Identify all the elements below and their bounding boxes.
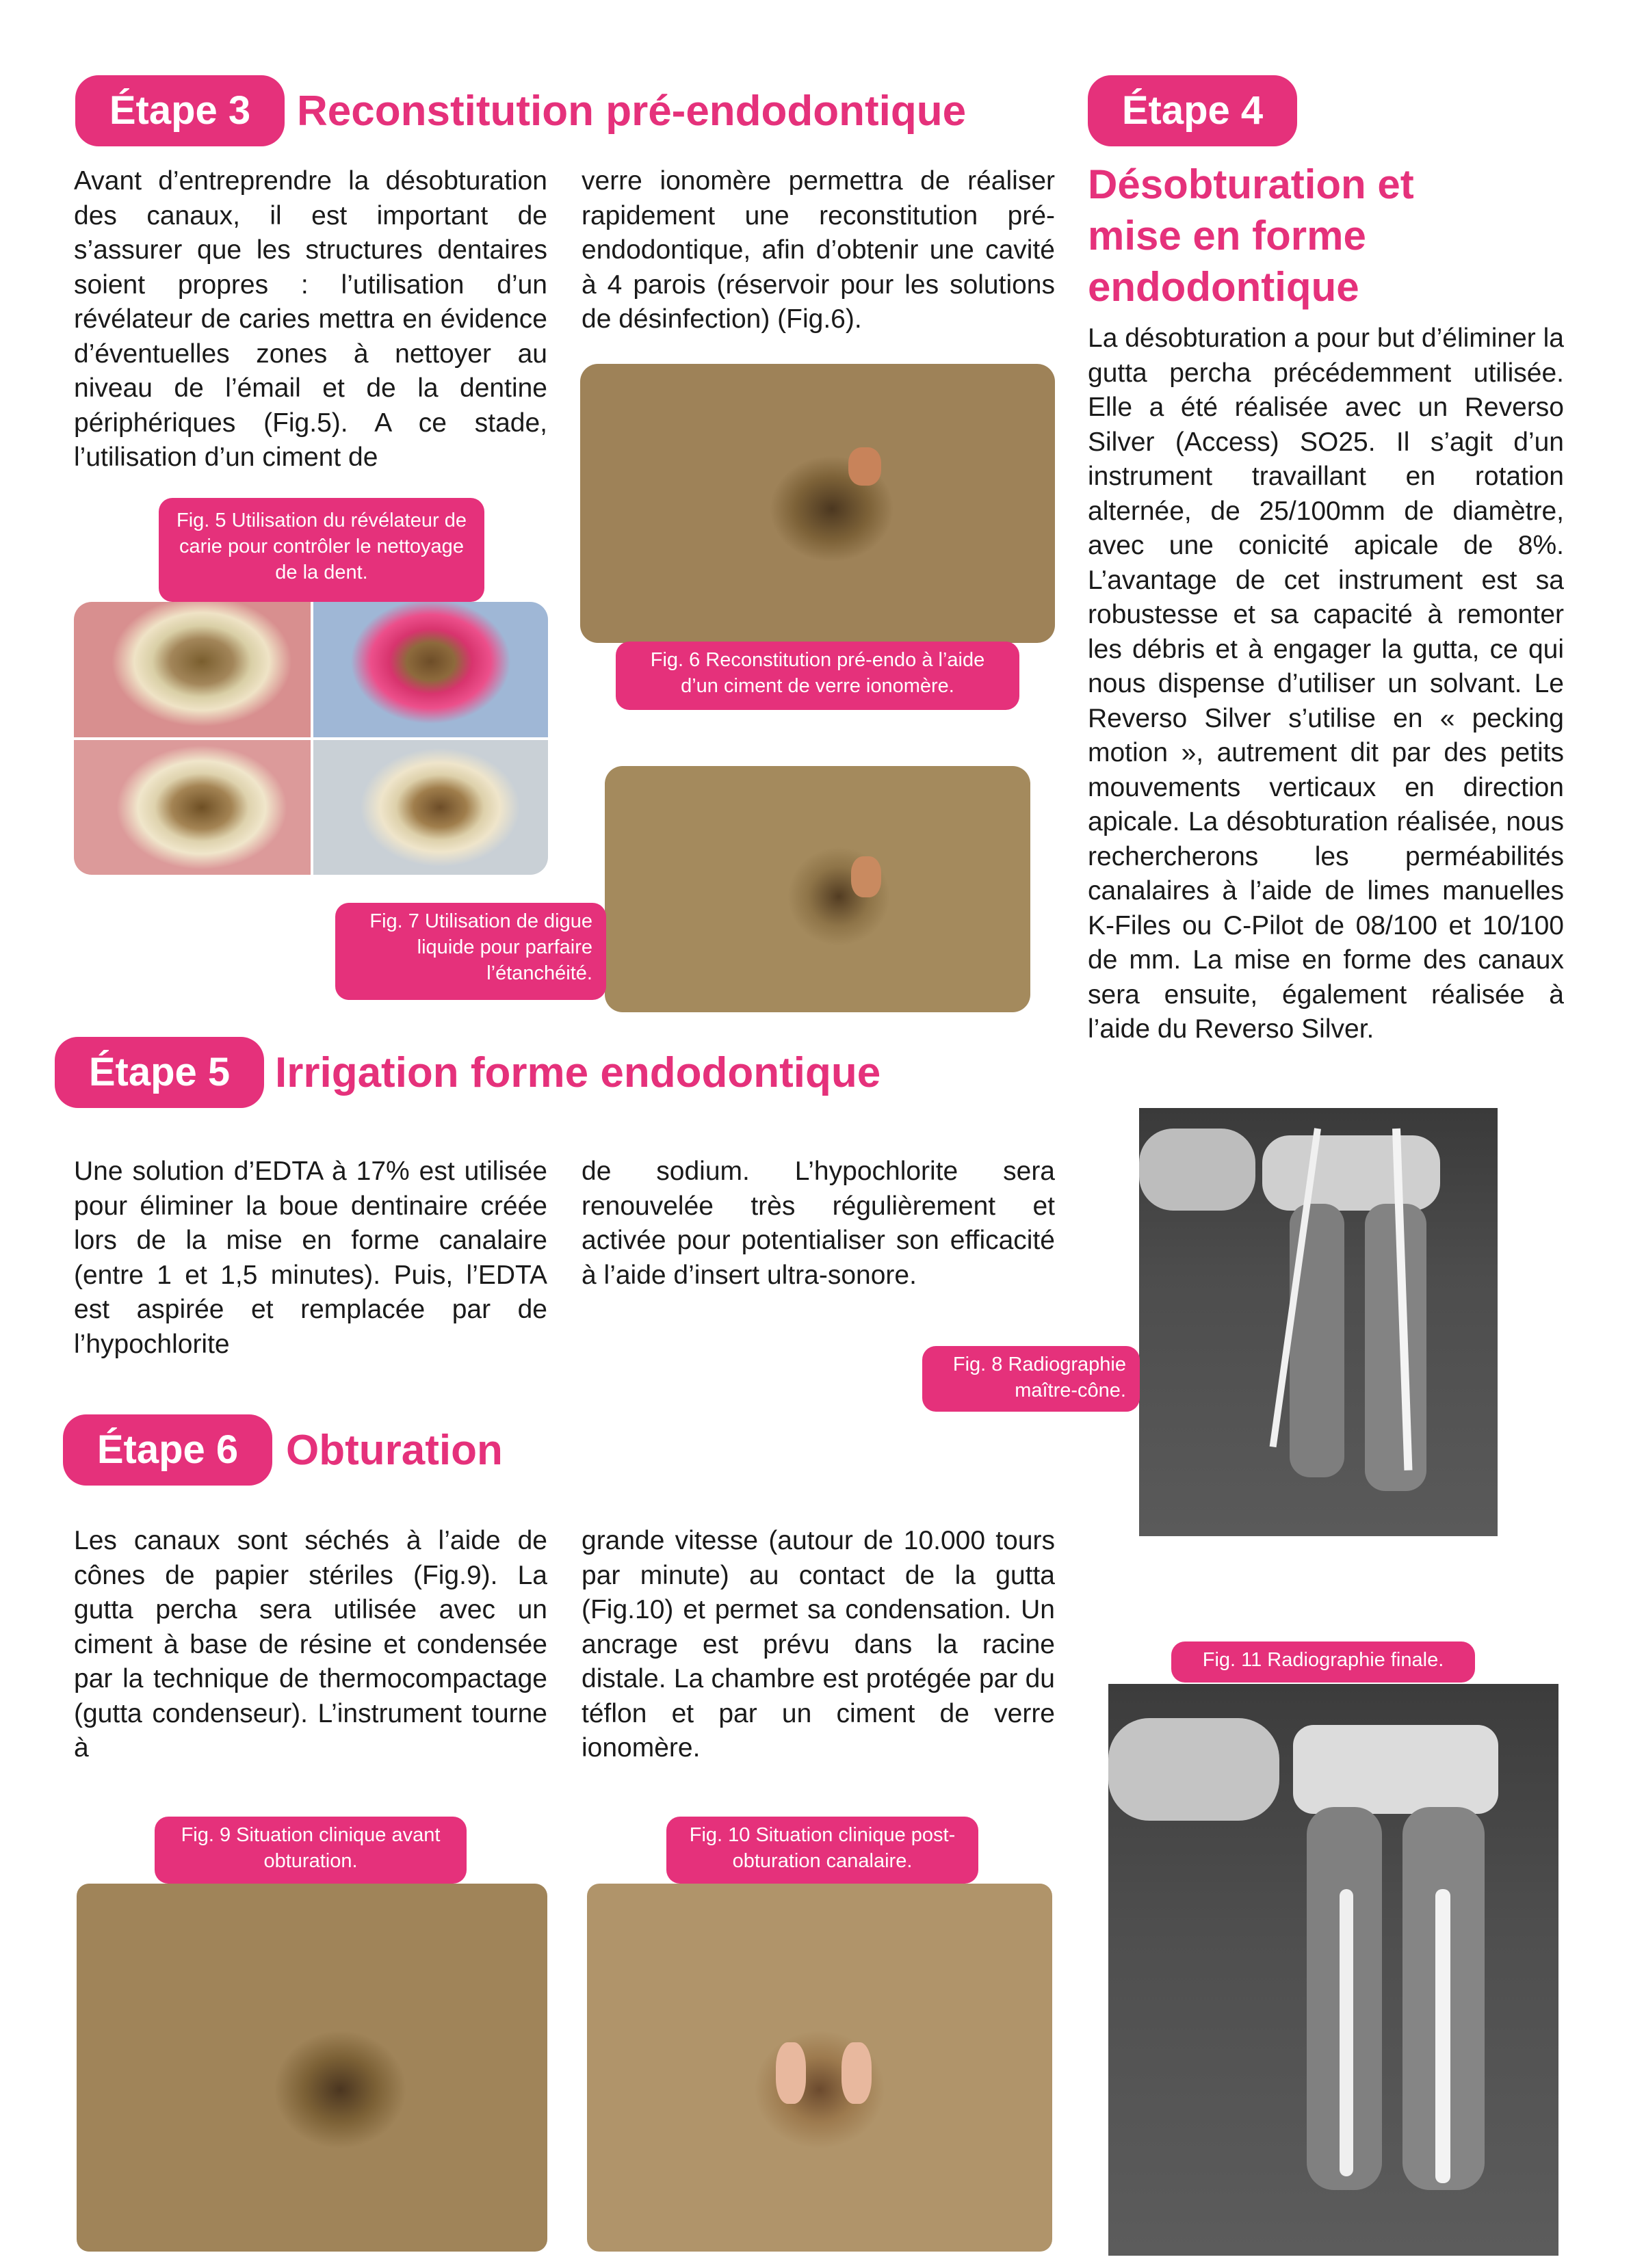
fig7-copper-fill [851,856,881,897]
step5-col1: Une solution d’EDTA à 17% est utilisée pour éliminer la boue dentinaire créée lors de la mise en forme canalaire (entre 1 et 1,5 minutes). Puis, l’EDTA est aspirée et remplacée par de l’hypochlorite [74,1157,547,1359]
fig7-caption: Fig. 7 Utilisation de digue liquide pour parfaire l’étanchéité. [335,903,606,1000]
fig11-filling-2 [1435,1889,1450,2183]
fig8-caption: Fig. 8 Radiographie maître-cône. [922,1346,1140,1412]
fig5-caption: Fig. 5 Utilisation du révélateur de carie pour contrôler le nettoyage de la dent. [159,498,484,602]
step4-text: La désobturation a pour but d’éliminer la gutta percha précédemment utilisée. Elle a été réalisée avec un Reverso Silver (Access) SO25. Il s’agit d’un instrument travaillant en rotation alternée, de 25/100mm de diamètre, avec une conicité apicale de 8%. L’avantage de cet instrument est sa robustesse et sa capacité à remonter les débris et à engager la gutta, ce qui nous dispense d’utiliser un solvant. Le Reverso Silver s’utilise en « pecking motion », autrement dit par des petits mouvements verticaux en direction apicale. La désobturation réalisée, nous rechercherons les perméabilités canalaires à l’aide de limes manuelles K-Files ou C-Pilot de 08/100 et 10/100 de mm. La mise en forme des canaux sera ensuite, également réalisée à l’aide du Reverso Silver. [1088,324,1564,1044]
step6-col1: Les canaux sont séchés à l’aide de cônes de papier stériles (Fig.9). La gutta percha sera utilisée avec un ciment à base de résine et condensée par la technique de thermocompactage (gutta condenseur). L’instrument tourne à [74,1526,547,1763]
step3-title: Reconstitution pré-endodontique [297,88,967,135]
step6-col2: grande vitesse (autour de 10.000 tours par minute) au contact de la gutta (Fig.10) et permet sa condensation. Un ancrage est prévu dans la racine distale. La chambre est protégée par du téflon et par un ciment de verre ionomère. [582,1526,1055,1763]
fig8-neighbor-crown [1139,1129,1255,1211]
step6-badge: Étape 6 [63,1414,272,1486]
fig11-neighbor-crown [1108,1718,1279,1821]
fig11-filling-1 [1340,1889,1353,2176]
step4-title: Désobturation et mise en forme endodontique [1088,161,1414,310]
fig8-crown [1262,1135,1440,1211]
step5-title: Irrigation forme endodontique [275,1049,881,1096]
step3-col1: Avant d’entreprendre la désobturation des canaux, il est important de s’assurer que les structures dentaires soient propres : l’utilisation d’un révélateur de caries mettra en évidence d’éventuelles zones à nettoyer au niveau de l’émail et de la dentine périphériques (Fig.5). A ce stade, l’utilisation d’un ciment de [74,166,547,472]
fig5-photo-grid [74,602,548,875]
fig5-panel-4 [313,740,548,875]
step4-badge: Étape 4 [1088,75,1297,146]
fig5-panel-1 [74,602,311,737]
fig11-restoration [1293,1725,1498,1814]
fig9-photo [77,1884,547,2252]
fig10-gutta-right [841,2042,872,2104]
step6-title: Obturation [286,1427,503,1474]
step5-col2: de sodium. L’hypochlorite sera renouvelée très régulièrement et activée pour potentialiser son efficacité à l’aide d’insert ultra-sonore. [582,1157,1055,1290]
step3-col2: verre ionomère permettra de réaliser rapidement une reconstitution pré-endodontique, afin d’obtenir une cavité à 4 parois (réservoir pour les solutions de désinfection) (Fig.6). [582,166,1055,334]
fig11-caption: Fig. 11 Radiographie finale. [1171,1641,1475,1683]
fig9-caption: Fig. 9 Situation clinique avant obturation. [155,1817,467,1884]
fig8-root-distal [1365,1204,1426,1491]
fig8-radiograph [1139,1108,1498,1536]
fig6-caption: Fig. 6 Reconstitution pré-endo à l’aide d’un ciment de verre ionomère. [616,642,1019,710]
step3-badge: Étape 3 [75,75,285,146]
fig10-gutta-left [776,2042,806,2104]
fig7-photo [605,766,1030,1012]
step5-badge: Étape 5 [55,1037,264,1108]
fig6-photo [580,364,1055,643]
fig5-panel-2 [313,602,548,737]
fig10-photo [587,1884,1052,2252]
fig11-radiograph [1108,1684,1558,2256]
fig10-caption: Fig. 10 Situation clinique post-obturation canalaire. [666,1817,978,1884]
fig5-panel-3 [74,740,311,875]
fig6-copper-fill [848,447,881,486]
